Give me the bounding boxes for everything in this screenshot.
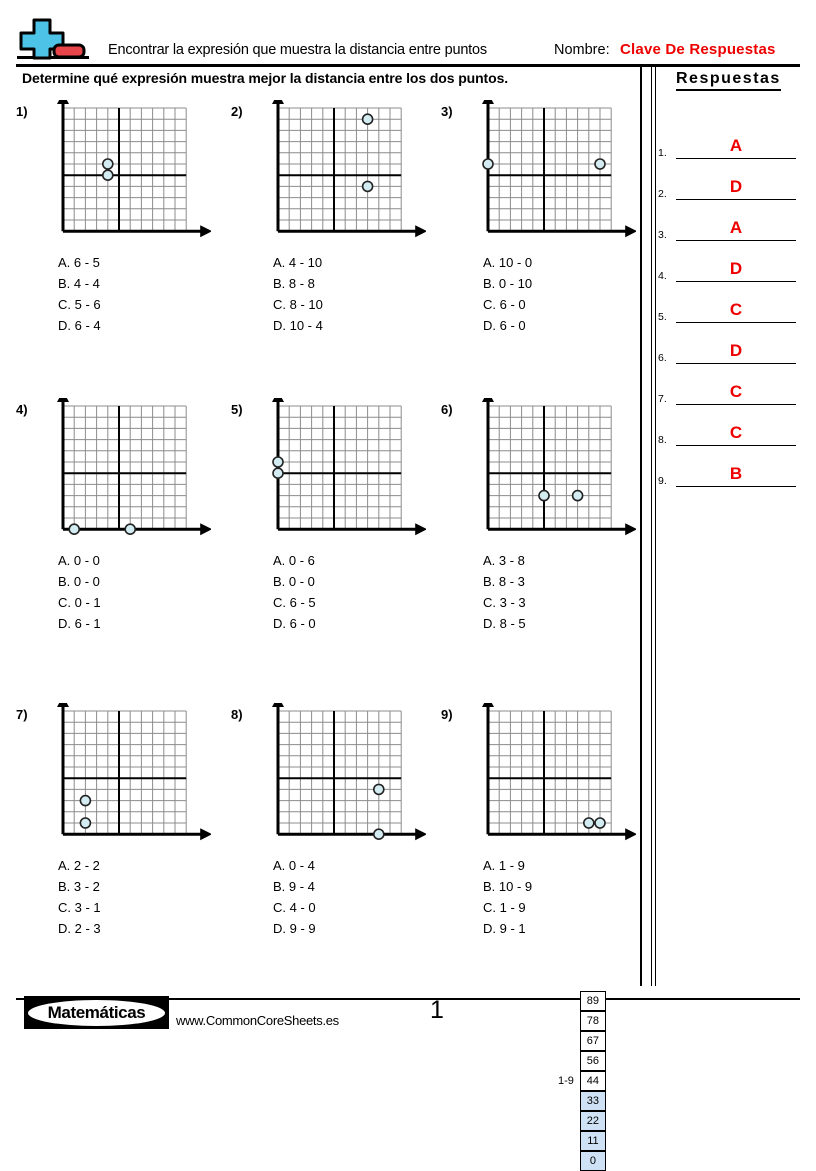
- choice-option[interactable]: D. 6 - 1: [58, 616, 101, 631]
- coordinate-grid-graph: [476, 703, 636, 851]
- answer-row: [658, 446, 798, 487]
- score-table: [558, 991, 606, 1171]
- name-label: Nombre:: [554, 42, 610, 58]
- choice-option[interactable]: A. 3 - 8: [483, 553, 525, 568]
- choice-option[interactable]: C. 3 - 3: [483, 595, 526, 610]
- coordinate-grid-graph: [266, 100, 426, 248]
- choice-list: [273, 855, 316, 939]
- answer-value: D: [729, 177, 743, 196]
- choice-list: [273, 252, 323, 336]
- name-value: Clave De Respuestas: [620, 41, 776, 58]
- answer-number: 3.: [658, 229, 667, 241]
- question-number: 7): [16, 707, 28, 722]
- choice-option[interactable]: C. 3 - 1: [58, 900, 101, 915]
- column-divider-thin-1: [651, 66, 652, 986]
- choice-list: [483, 550, 526, 634]
- choice-option[interactable]: C. 1 - 9: [483, 900, 526, 915]
- choice-option[interactable]: B. 8 - 3: [483, 574, 525, 589]
- column-divider-thick: [640, 66, 642, 986]
- question-number: 6): [441, 402, 453, 417]
- page-header: [0, 0, 816, 66]
- answer-underline: [676, 485, 796, 487]
- choice-option[interactable]: B. 0 - 0: [58, 574, 100, 589]
- answer-row: [658, 159, 798, 200]
- score-box: 33: [580, 1091, 606, 1111]
- question-number: 2): [231, 104, 243, 119]
- answer-value: C: [729, 423, 743, 442]
- choice-option[interactable]: D. 9 - 9: [273, 921, 316, 936]
- answer-row: [658, 282, 798, 323]
- choice-option[interactable]: C. 8 - 10: [273, 297, 323, 312]
- choice-option[interactable]: B. 4 - 4: [58, 276, 100, 291]
- choice-option[interactable]: D. 6 - 4: [58, 318, 101, 333]
- brand-text: Matemáticas: [47, 1002, 146, 1022]
- answer-number: 6.: [658, 352, 667, 364]
- choice-option[interactable]: A. 10 - 0: [483, 255, 533, 270]
- score-box: 67: [580, 1031, 606, 1051]
- coordinate-grid-graph: [51, 703, 211, 851]
- choice-option[interactable]: B. 8 - 8: [273, 276, 315, 291]
- choice-option[interactable]: C. 6 - 5: [273, 595, 316, 610]
- choice-list: [58, 252, 101, 336]
- answer-number: 2.: [658, 188, 667, 200]
- choice-option[interactable]: D. 10 - 4: [273, 318, 323, 333]
- question-number: 9): [441, 707, 453, 722]
- choice-option[interactable]: C. 0 - 1: [58, 595, 101, 610]
- column-divider-thin-2: [655, 66, 656, 986]
- choice-option[interactable]: A. 0 - 0: [58, 553, 100, 568]
- choice-list: [58, 550, 101, 634]
- answer-number: 4.: [658, 270, 667, 282]
- choice-option[interactable]: B. 10 - 9: [483, 879, 533, 894]
- answer-number: 9.: [658, 475, 667, 487]
- choice-option[interactable]: B. 0 - 0: [273, 574, 315, 589]
- choice-list: [483, 252, 532, 336]
- score-box: 22: [580, 1111, 606, 1131]
- choice-option[interactable]: A. 0 - 4: [273, 858, 315, 873]
- score-box: 89: [580, 991, 606, 1011]
- coordinate-grid-graph: [266, 703, 426, 851]
- answer-value: C: [729, 382, 743, 401]
- answer-row: [658, 323, 798, 364]
- choice-option[interactable]: D. 6 - 0: [483, 318, 526, 333]
- choice-list: [483, 855, 532, 939]
- answer-number: 7.: [658, 393, 667, 405]
- choice-option[interactable]: A. 4 - 10: [273, 255, 323, 270]
- choice-option[interactable]: A. 0 - 6: [273, 553, 315, 568]
- choice-option[interactable]: A. 6 - 5: [58, 255, 100, 270]
- question-number: 5): [231, 402, 243, 417]
- score-box-group: [581, 991, 606, 1171]
- choice-option[interactable]: C. 6 - 0: [483, 297, 526, 312]
- answer-row: [658, 118, 798, 159]
- question-number: 4): [16, 402, 28, 417]
- page-number: 1: [430, 996, 444, 1024]
- brand-badge: [24, 996, 169, 1029]
- answer-value: C: [729, 300, 743, 319]
- choice-option[interactable]: B. 0 - 10: [483, 276, 533, 291]
- answer-number: 5.: [658, 311, 667, 323]
- coordinate-grid-graph: [266, 398, 426, 546]
- choice-option[interactable]: A. 1 - 9: [483, 858, 525, 873]
- instruction-text: Determine qué expresión muestra mejor la distancia entre los dos puntos.: [22, 70, 509, 86]
- coordinate-grid-graph: [51, 100, 211, 248]
- choice-option[interactable]: D. 9 - 1: [483, 921, 526, 936]
- choice-option[interactable]: B. 3 - 2: [58, 879, 100, 894]
- score-box: 78: [580, 1011, 606, 1031]
- website-url: www.CommonCoreSheets.es: [176, 1013, 339, 1028]
- answer-number: 8.: [658, 434, 667, 446]
- question-number: 8): [231, 707, 243, 722]
- answer-value: A: [729, 218, 743, 237]
- coordinate-grid-graph: [476, 100, 636, 248]
- coordinate-grid-graph: [476, 398, 636, 546]
- header-divider: [16, 64, 800, 67]
- plus-minus-logo-icon: [16, 16, 90, 64]
- choice-option[interactable]: D. 8 - 5: [483, 616, 526, 631]
- answer-row: [658, 364, 798, 405]
- score-range-label: 1-9: [558, 1075, 574, 1087]
- answer-row: [658, 241, 798, 282]
- choice-option[interactable]: C. 4 - 0: [273, 900, 316, 915]
- answer-row: [658, 405, 798, 446]
- coordinate-grid-graph: [51, 398, 211, 546]
- score-box: 56: [580, 1051, 606, 1071]
- brand-oval: [28, 1000, 165, 1026]
- choice-option[interactable]: B. 9 - 4: [273, 879, 315, 894]
- choice-option[interactable]: D. 6 - 0: [273, 616, 316, 631]
- answer-value: A: [729, 136, 743, 155]
- question-number: 1): [16, 104, 28, 119]
- question-number: 3): [441, 104, 453, 119]
- choice-list: [273, 550, 316, 634]
- answer-row: [658, 200, 798, 241]
- answer-value: D: [729, 341, 743, 360]
- score-box: 0: [580, 1151, 606, 1171]
- score-box: 44: [580, 1071, 606, 1091]
- answer-value: B: [729, 464, 743, 483]
- choice-option[interactable]: D. 2 - 3: [58, 921, 101, 936]
- choice-option[interactable]: C. 5 - 6: [58, 297, 101, 312]
- answer-number: 1.: [658, 147, 667, 159]
- answers-panel-title: Respuestas: [676, 70, 781, 91]
- worksheet-title: Encontrar la expresión que muestra la distancia entre puntos: [108, 42, 487, 58]
- choice-list: [58, 855, 101, 939]
- choice-option[interactable]: A. 2 - 2: [58, 858, 100, 873]
- answer-value: D: [729, 259, 743, 278]
- score-box: 11: [580, 1131, 606, 1151]
